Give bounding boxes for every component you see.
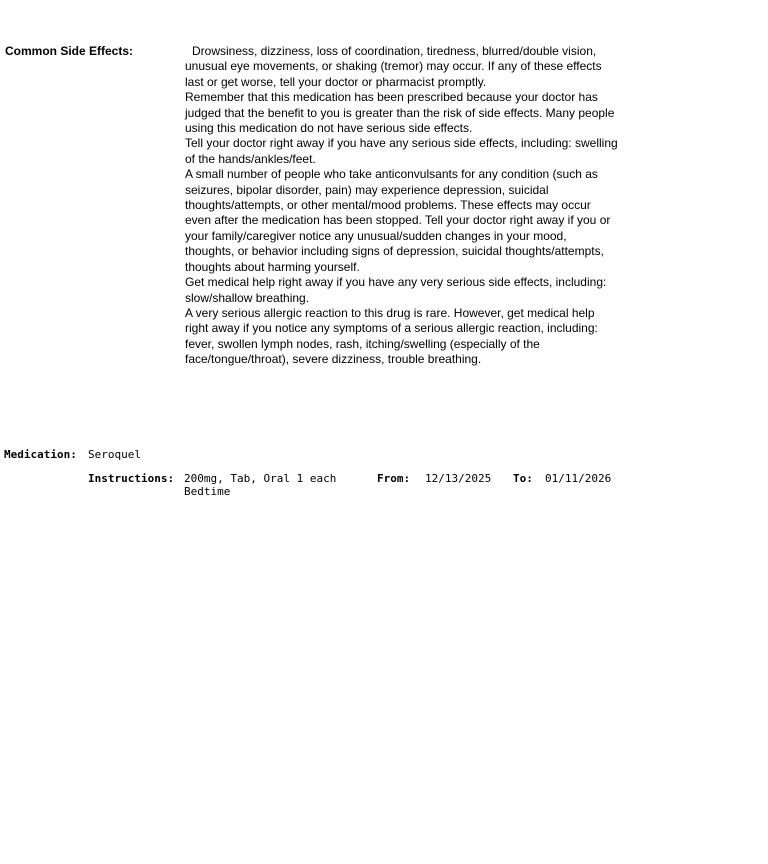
- instructions-label: Instructions:: [88, 472, 175, 485]
- instructions-dose: 200mg, Tab, Oral 1 each: [184, 472, 337, 485]
- side-effects-paragraph: Get medical help right away if you have any very serious side effects, including: slow/shallow breathing.: [185, 275, 607, 305]
- side-effects-paragraph: Tell your doctor right away if you have any serious side effects, including: swelling of the hands/ankles/feet.: [185, 136, 618, 166]
- side-effects-paragraph: Remember that this medication has been prescribed because your doctor has judged that the benefit to you is greater than the risk of side effects. Many people using this medication do not have serious side effects.: [185, 90, 615, 136]
- from-date: 12/13/2025: [425, 472, 492, 485]
- instructions-text: [184, 472, 336, 498]
- from-label: From:: [377, 472, 411, 485]
- side-effects-text: [185, 44, 618, 368]
- side-effects-paragraph: Drowsiness, dizziness, loss of coordination, tiredness, blurred/double vision, unusual eye movements, or shaking (tremor) may occur. If any of these effects last or get worse, tell your doctor or pharmacist promptly.: [185, 44, 602, 89]
- side-effects-paragraph: A small number of people who take anticonvulsants for any condition (such as seizures, bipolar disorder, pain) may experience depression, suicidal thoughts/attempts, or other mental/mood problems. These effects may occur even after the medication has been stopped. Tell your doctor right away if you or your family/caregiver notice any unusual/sudden changes in your mood, thoughts, or behavior including signs of depression, suicidal thoughts/attempts, thoughts about harming yourself.: [185, 167, 611, 274]
- medication-label: Medication:: [4, 448, 77, 461]
- medication-name: Seroquel: [88, 448, 141, 461]
- instructions-timing: Bedtime: [184, 485, 231, 498]
- to-label: To:: [513, 472, 533, 485]
- side-effects-label: Common Side Effects:: [5, 44, 134, 58]
- side-effects-paragraph: A very serious allergic reaction to this drug is rare. However, get medical help right away if you notice any symptoms of a serious allergic reaction, including: fever, swollen lymph nodes, rash, itching/swelling (especially of the face/tongue/throat), severe dizziness, trouble breathing.: [185, 305, 598, 367]
- to-date: 01/11/2026: [545, 472, 612, 485]
